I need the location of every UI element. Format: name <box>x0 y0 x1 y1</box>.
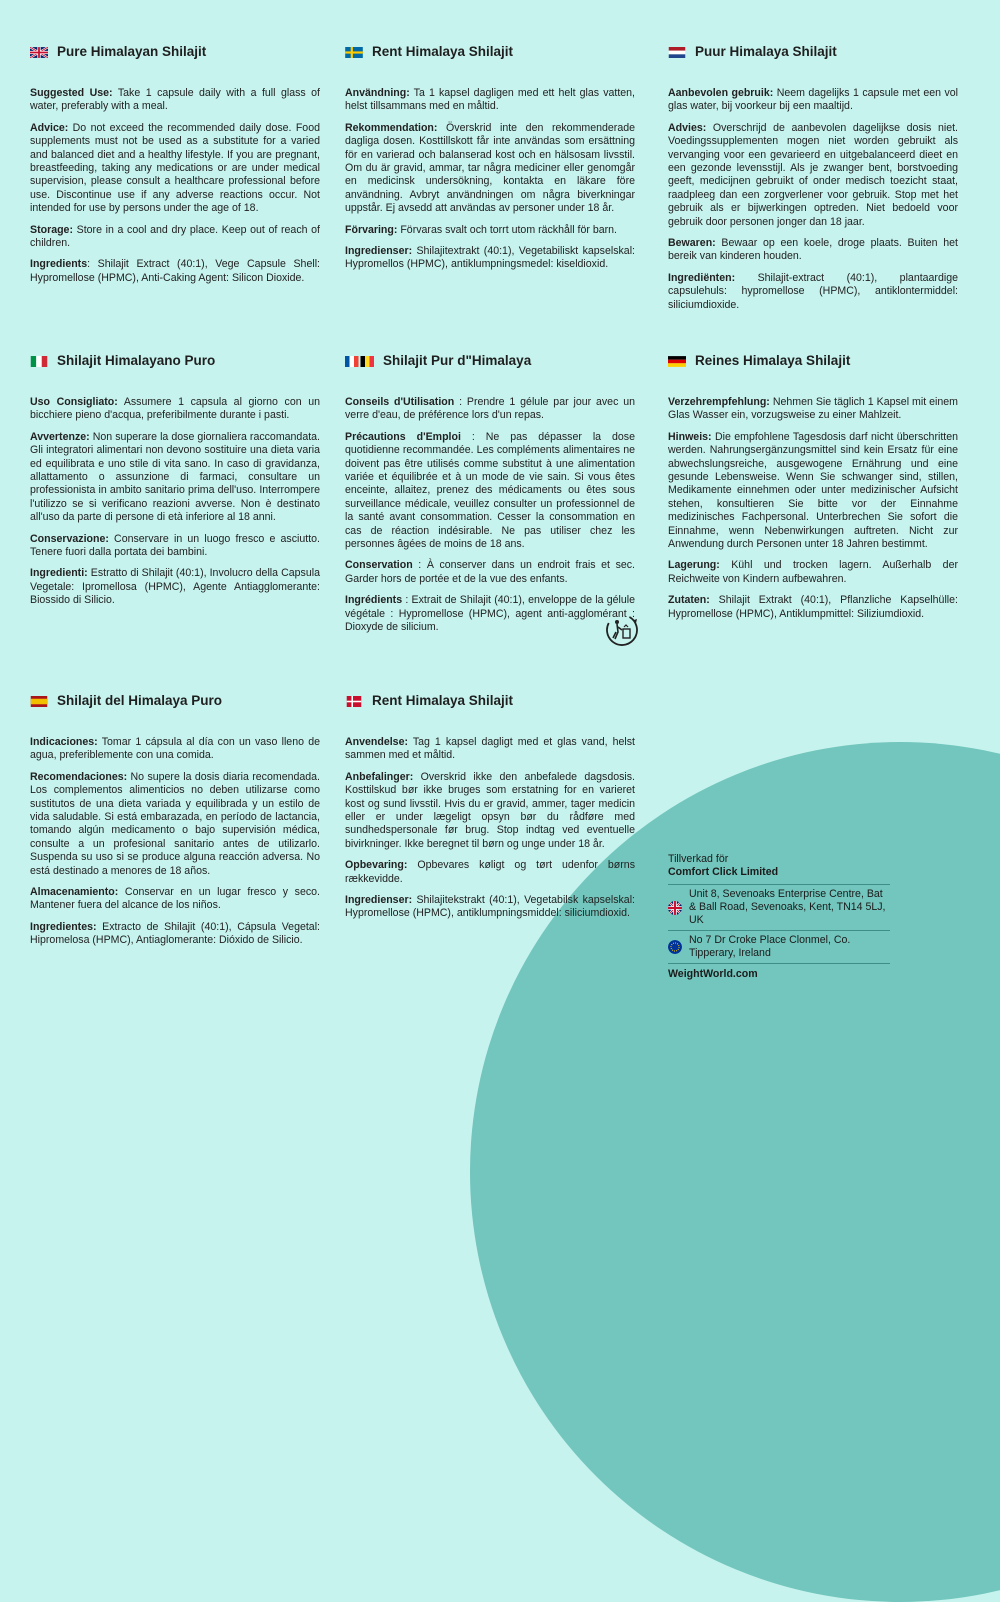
storage-paragraph: Förvaring: Förvaras svalt och torrt utom räckhåll för barn. <box>345 223 617 236</box>
section-title: Rent Himalaya Shilajit <box>372 693 514 709</box>
sweden-flag-icon <box>345 47 363 58</box>
section-title: Puur Himalaya Shilajit <box>695 44 837 60</box>
usage-paragraph: Aanbevolen gebruik: Neem dagelijks 1 capsule met een vol glas water, bij voorkeur bij een maaltijd. <box>668 87 958 113</box>
france-belgium-flag-icon <box>345 356 374 367</box>
ingredients-paragraph: Ingredientes: Extracto de Shilajit (40:1), Cápsula Vegetal: Hipromelosa (HPMC), Antiaglomerante: Dióxido de Silicio. <box>30 920 320 947</box>
section-german <box>668 351 958 629</box>
section-title: Reines Himalaya Shilajit <box>695 353 851 369</box>
storage-paragraph: Conservation : À conserver dans un endroit frais et sec. Garder hors de portée et de la vue des enfants. <box>345 559 635 585</box>
section-title: Shilajit del Himalaya Puro <box>57 693 223 709</box>
storage-paragraph: Conservazione: Conservare in un luogo fresco e asciutto. Tenere fuori dalla portata dei bambini. <box>30 532 320 559</box>
ingredients-paragraph: Ingredienser: Shilajitextrakt (40:1), Vegetabiliskt kapselskal: Hypromellos (HPMC), antiklumpningsmedel: kiseldioxid. <box>345 245 635 271</box>
spain-flag-icon <box>30 696 48 707</box>
uk-flag-icon <box>30 47 48 58</box>
storage-paragraph: Almacenamiento: Conservar en un lugar fresco y seco. Mantener fuera del alcance de los niños. <box>30 886 320 912</box>
advice-paragraph: Rekommendation: Överskrid inte den rekommenderade dagliga dosen. Kosttillskott får inte användas som ersättning för en varierad och balanserad kost och en hälsosam livsstil. Om du är gravid, ammar, tar några mediciner eller genomgår en medicinsk undersökning, kontakta en läkare före användning. Avbryt användningen om några biverkningar uppstår. Ej avsedd att användas av personer under 18 år. <box>345 121 635 215</box>
section-title: Shilajit Himalayano Puro <box>57 353 216 369</box>
storage-paragraph: Lagerung: Kühl und trocken lagern. Außerhalb der Reichweite von Kindern aufbewahren. <box>668 559 958 585</box>
advice-paragraph: Anbefalinger: Overskrid ikke den anbefalede dagsdosis. Kosttilskud bør ikke bruges som erstatning for en varieret kost og sund livsstil. Hvis du er gravid, ammer, tager medicin eller er under lægeligt opsyn bør du rådføre med sundhedspersonale før brug. Stop indtag ved eventuelle bivirkninger. Ikke beregnet til børn og unge under 18 år. <box>345 770 635 850</box>
netherlands-flag-icon <box>668 47 686 58</box>
germany-flag-icon <box>668 356 686 367</box>
ingredients-paragraph: Ingredienser: Shilajitekstrakt (40:1), Vegetabilsk kapselskal: Hypromellose (HPMC), antiklumpningsmiddel: siliciumdioxid. <box>345 894 635 920</box>
storage-paragraph: Opbevaring: Opbevares køligt og tørt udenfor børns rækkevidde. <box>345 859 635 885</box>
advice-paragraph: Advies: Overschrijd de aanbevolen dagelijkse dosis niet. Voedingssupplementen mogen niet worden gebruikt als vervanging voor een gevarieerd en uitgebalanceerd dieet en een gezonde levensstijl. Als je zwanger bent, borstvoeding geeft, medicijnen gebruikt of onder medisch toezicht staat, raadpleeg dan een zorgverlener voor gebruik. Stop met het gebruik als er bijwerkingen optreden. Niet bedoeld voor gebruik door personen jonger dan 18 jaar. <box>668 121 958 228</box>
manufactured-for-label: Tillverkad för <box>668 853 729 865</box>
uk-address-row <box>668 884 890 930</box>
section-title: Shilajit Pur d"Himalaya <box>383 353 532 369</box>
usage-paragraph: Indicaciones: Tomar 1 cápsula al día con un vaso lleno de agua, preferiblemente con una comida. <box>30 736 320 762</box>
eu-flag-icon <box>668 940 682 954</box>
section-dutch <box>668 42 958 320</box>
usage-paragraph: Uso Consigliato: Assumere 1 capsula al giorno con un bicchiere pieno d'acqua, preferibilmente durante i pasti. <box>30 396 320 422</box>
usage-paragraph: Anvendelse: Tag 1 kapsel dagligt med et glas vand, helst sammen med et måltid. <box>345 736 635 762</box>
ingredients-paragraph: Ingredients: Shilajit Extract (40:1), Vege Capsule Shell: Hypromellose (HPMC), Anti-Caking Agent: Silicon Dioxide. <box>30 258 320 284</box>
advice-paragraph: Avvertenze: Non superare la dose giornaliera raccomandata. Gli integratori alimentari non devono sostituire una dieta varia ed equilibrata e uno stile di vita sano. In caso di gravidanza, allattamento o assunzione di farmaci, consultare un professionista in ambito sanitario prima dell'uso. Interrompere l'utilizzo se si verificano reazioni avverse. Non è destinato all'uso da parte di persone di età inferiore al 18 anni. <box>30 430 320 524</box>
advice-paragraph: Précautions d'Emploi : Ne pas dépasser la dose quotidienne recommandée. Les compléments alimentaires ne doivent pas être utilisés comme substitut à une alimentation variée et équilibrée et à un mode de vie sain. Si vous êtes enceinte, allaitez, prenez des médicaments ou êtes sous surveillance médicale, veuillez consulter un professionnel de la santé avant consommation. Cesser la consommation en cas de réaction indésirable. Ne pas utiliser chez les personnes âgées de moins de 18 ans. <box>345 430 635 551</box>
section-danish <box>345 691 635 929</box>
triman-recycling-icon <box>604 612 640 648</box>
section-french <box>345 351 635 643</box>
uk-flag-icon <box>668 901 682 915</box>
section-title: Rent Himalaya Shilajit <box>372 44 514 60</box>
denmark-flag-icon <box>345 696 363 707</box>
advice-paragraph: Advice: Do not exceed the recommended daily dose. Food supplements must not be used as a substitute for a varied and balanced diet and a healthy lifestyle. If you are pregnant, breastfeeding, taking any medications or are under medical supervision, please consult a healthcare professional before use. Discontinue use if any adverse reactions occur. Not intended for use by persons under the age of 18. <box>30 121 320 215</box>
company-name: Comfort Click Limited <box>668 866 779 878</box>
usage-paragraph: Suggested Use: Take 1 capsule daily with a full glass of water, preferably with a meal. <box>30 87 320 113</box>
usage-paragraph: Verzehrempfehlung: Nehmen Sie täglich 1 Kapsel mit einem Glas Wasser ein, vorzugsweise zu einer Mahlzeit. <box>668 396 958 422</box>
uk-address: Unit 8, Sevenoaks Enterprise Centre, Bat & Ball Road, Sevenoaks, Kent, TN14 5LJ, UK <box>689 888 886 926</box>
website-link[interactable]: WeightWorld.com <box>668 963 890 981</box>
manufacturer-info <box>668 853 890 981</box>
usage-paragraph: Användning: Ta 1 kapsel dagligen med ett helt glas vatten, helst tillsammans med en måltid. <box>345 87 635 113</box>
eu-address-row <box>668 930 890 963</box>
storage-paragraph: Storage: Store in a cool and dry place. Keep out of reach of children. <box>30 223 320 250</box>
storage-paragraph: Bewaren: Bewaar op een koele, droge plaats. Buiten het bereik van kinderen houden. <box>668 237 958 263</box>
section-italian <box>30 351 320 616</box>
ingredients-paragraph: Ingrédients : Extrait de Shilajit (40:1), enveloppe de la gélule végétale : Hypromellose (HPMC), agent anti-agglomérant : Dioxyde de silicium. <box>345 594 635 634</box>
usage-paragraph: Conseils d'Utilisation : Prendre 1 gélule par jour avec un verre d'eau, de préférence lors d'un repas. <box>345 396 636 422</box>
advice-paragraph: Hinweis: Die empfohlene Tagesdosis darf nicht überschritten werden. Nahrungsergänzungsmittel sind kein Ersatz für eine abwechslungsreiche, ausgewogene Ernährung und eine gesunde Lebensweise. Wenn Sie schwanger sind, stillen, Medikamente einnehmen oder unter medizinischer Aufsicht stehen, konsultieren Sie bitte vor der Einnahme medizinisches Fachpersonal. Unterbrechen Sie sofort die Einnahme, wenn Nebenwirkungen auftreten. Nicht zur Anwendung durch Personen unter 18 Jahren bestimmt. <box>668 430 958 551</box>
eu-address: No 7 Dr Croke Place Clonmel, Co. Tipperary, Ireland <box>689 934 851 959</box>
ingredients-paragraph: Ingredienti: Estratto di Shilajit (40:1), Involucro della Capsula Vegetale: Ipromellosa (HPMC), Agente Antiagglomerante: Biossido di Silicio. <box>30 567 320 607</box>
ingredients-paragraph: Ingrediënten: Shilajit-extract (40:1), plantaardige capsulehuls: hypromellose (HPMC), antiklontermiddel: siliciumdioxide. <box>668 271 958 311</box>
section-swedish <box>345 42 635 280</box>
advice-paragraph: Recomendaciones: No supere la dosis diaria recomendada. Los complementos alimenticios no deben utilizarse como sustitutos de una dieta variada y equilibrada y un estilo de vida saludable. Si está embarazada, en período de lactancia, tomando algún medicamento o bajo supervisión médica, consulte a un profesional sanitario antes de utilizarlo. Suspenda su uso si se produce alguna reacción adversa. No está destinado a menores de 18 años. <box>30 770 320 877</box>
section-title: Pure Himalayan Shilajit <box>57 44 207 60</box>
section-english <box>30 42 320 293</box>
ingredients-paragraph: Zutaten: Shilajit Extrakt (40:1), Pflanzliche Kapselhülle: Hypromellose (HPMC), Antiklumpmittel: Siliziumdioxid. <box>668 594 958 620</box>
italy-flag-icon <box>30 356 48 367</box>
section-spanish <box>30 691 320 956</box>
